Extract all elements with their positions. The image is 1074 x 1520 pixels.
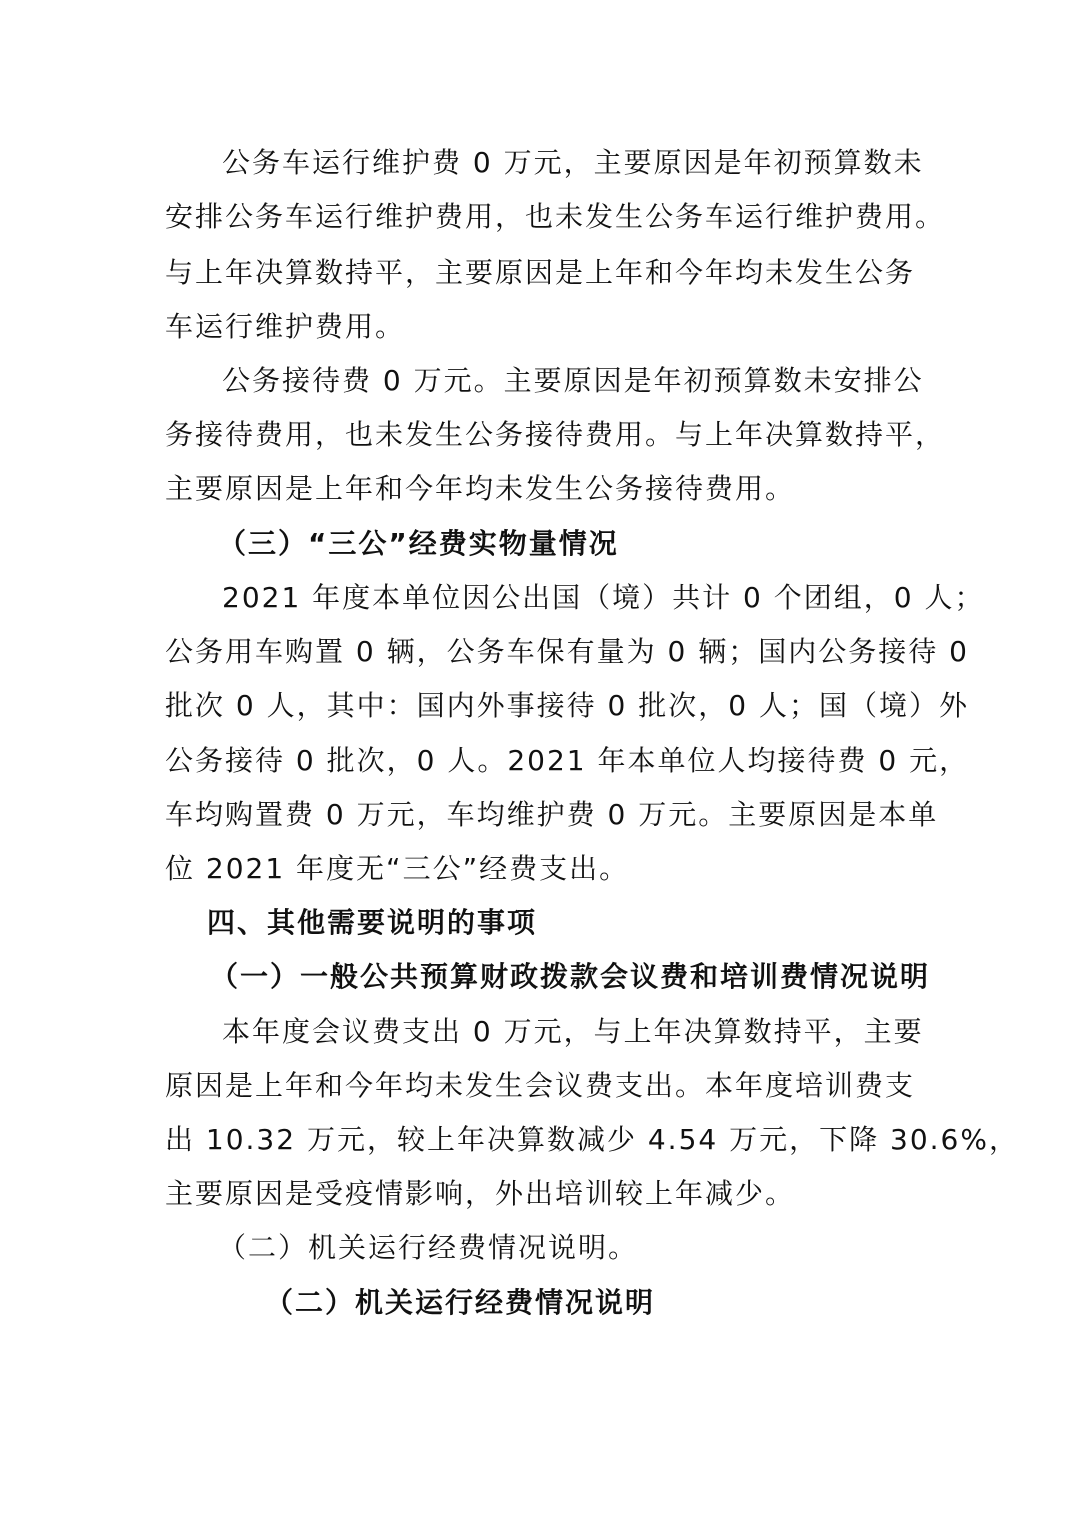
paragraph-line: 出 10.32 万元，较上年决算数减少 4.54 万元，下降 30.6%，: [165, 1123, 1019, 1156]
section-heading: （三）“三公”经费实物量情况: [218, 527, 619, 560]
paragraph-line: 2021 年度本单位因公出国（境）共计 0 个团组，0 人；: [222, 581, 985, 614]
paragraph-line: 批次 0 人，其中：国内外事接待 0 批次，0 人；国（境）外: [165, 689, 969, 722]
paragraph-line: 务接待费用，也未发生公务接待费用。与上年决算数持平，: [165, 418, 946, 451]
subsection-heading: （一）一般公共预算财政拨款会议费和培训费情况说明: [210, 960, 931, 993]
paragraph-line: 公务接待费 0 万元。主要原因是年初预算数未安排公: [222, 364, 924, 397]
section-heading: 四、其他需要说明的事项: [207, 906, 538, 939]
paragraph-line: 本年度会议费支出 0 万元，与上年决算数持平，主要: [222, 1015, 924, 1048]
paragraph-line: 主要原因是上年和今年均未发生公务接待费用。: [165, 472, 796, 505]
paragraph-line: 主要原因是受疫情影响，外出培训较上年减少。: [165, 1177, 796, 1210]
paragraph-line: 位 2021 年度无“三公”经费支出。: [165, 852, 630, 885]
paragraph-line: 原因是上年和今年均未发生会议费支出。本年度培训费支: [165, 1069, 916, 1102]
paragraph-line: 公务接待 0 批次，0 人。2021 年本单位人均接待费 0 元，: [165, 744, 970, 777]
paragraph-line: 车均购置费 0 万元，车均维护费 0 万元。主要原因是本单: [165, 798, 939, 831]
paragraph-line: 与上年决算数持平，主要原因是上年和今年均未发生公务: [165, 256, 916, 289]
subsection-heading: （二）机关运行经费情况说明: [265, 1286, 656, 1319]
subsection-heading: （二）机关运行经费情况说明。: [218, 1231, 639, 1264]
paragraph-line: 公务用车购置 0 辆，公务车保有量为 0 辆；国内公务接待 0: [165, 635, 969, 668]
paragraph-line: 安排公务车运行维护费用，也未发生公务车运行维护费用。: [165, 200, 946, 233]
paragraph-line: 公务车运行维护费 0 万元，主要原因是年初预算数未: [222, 146, 924, 179]
paragraph-line: 车运行维护费用。: [165, 310, 406, 343]
